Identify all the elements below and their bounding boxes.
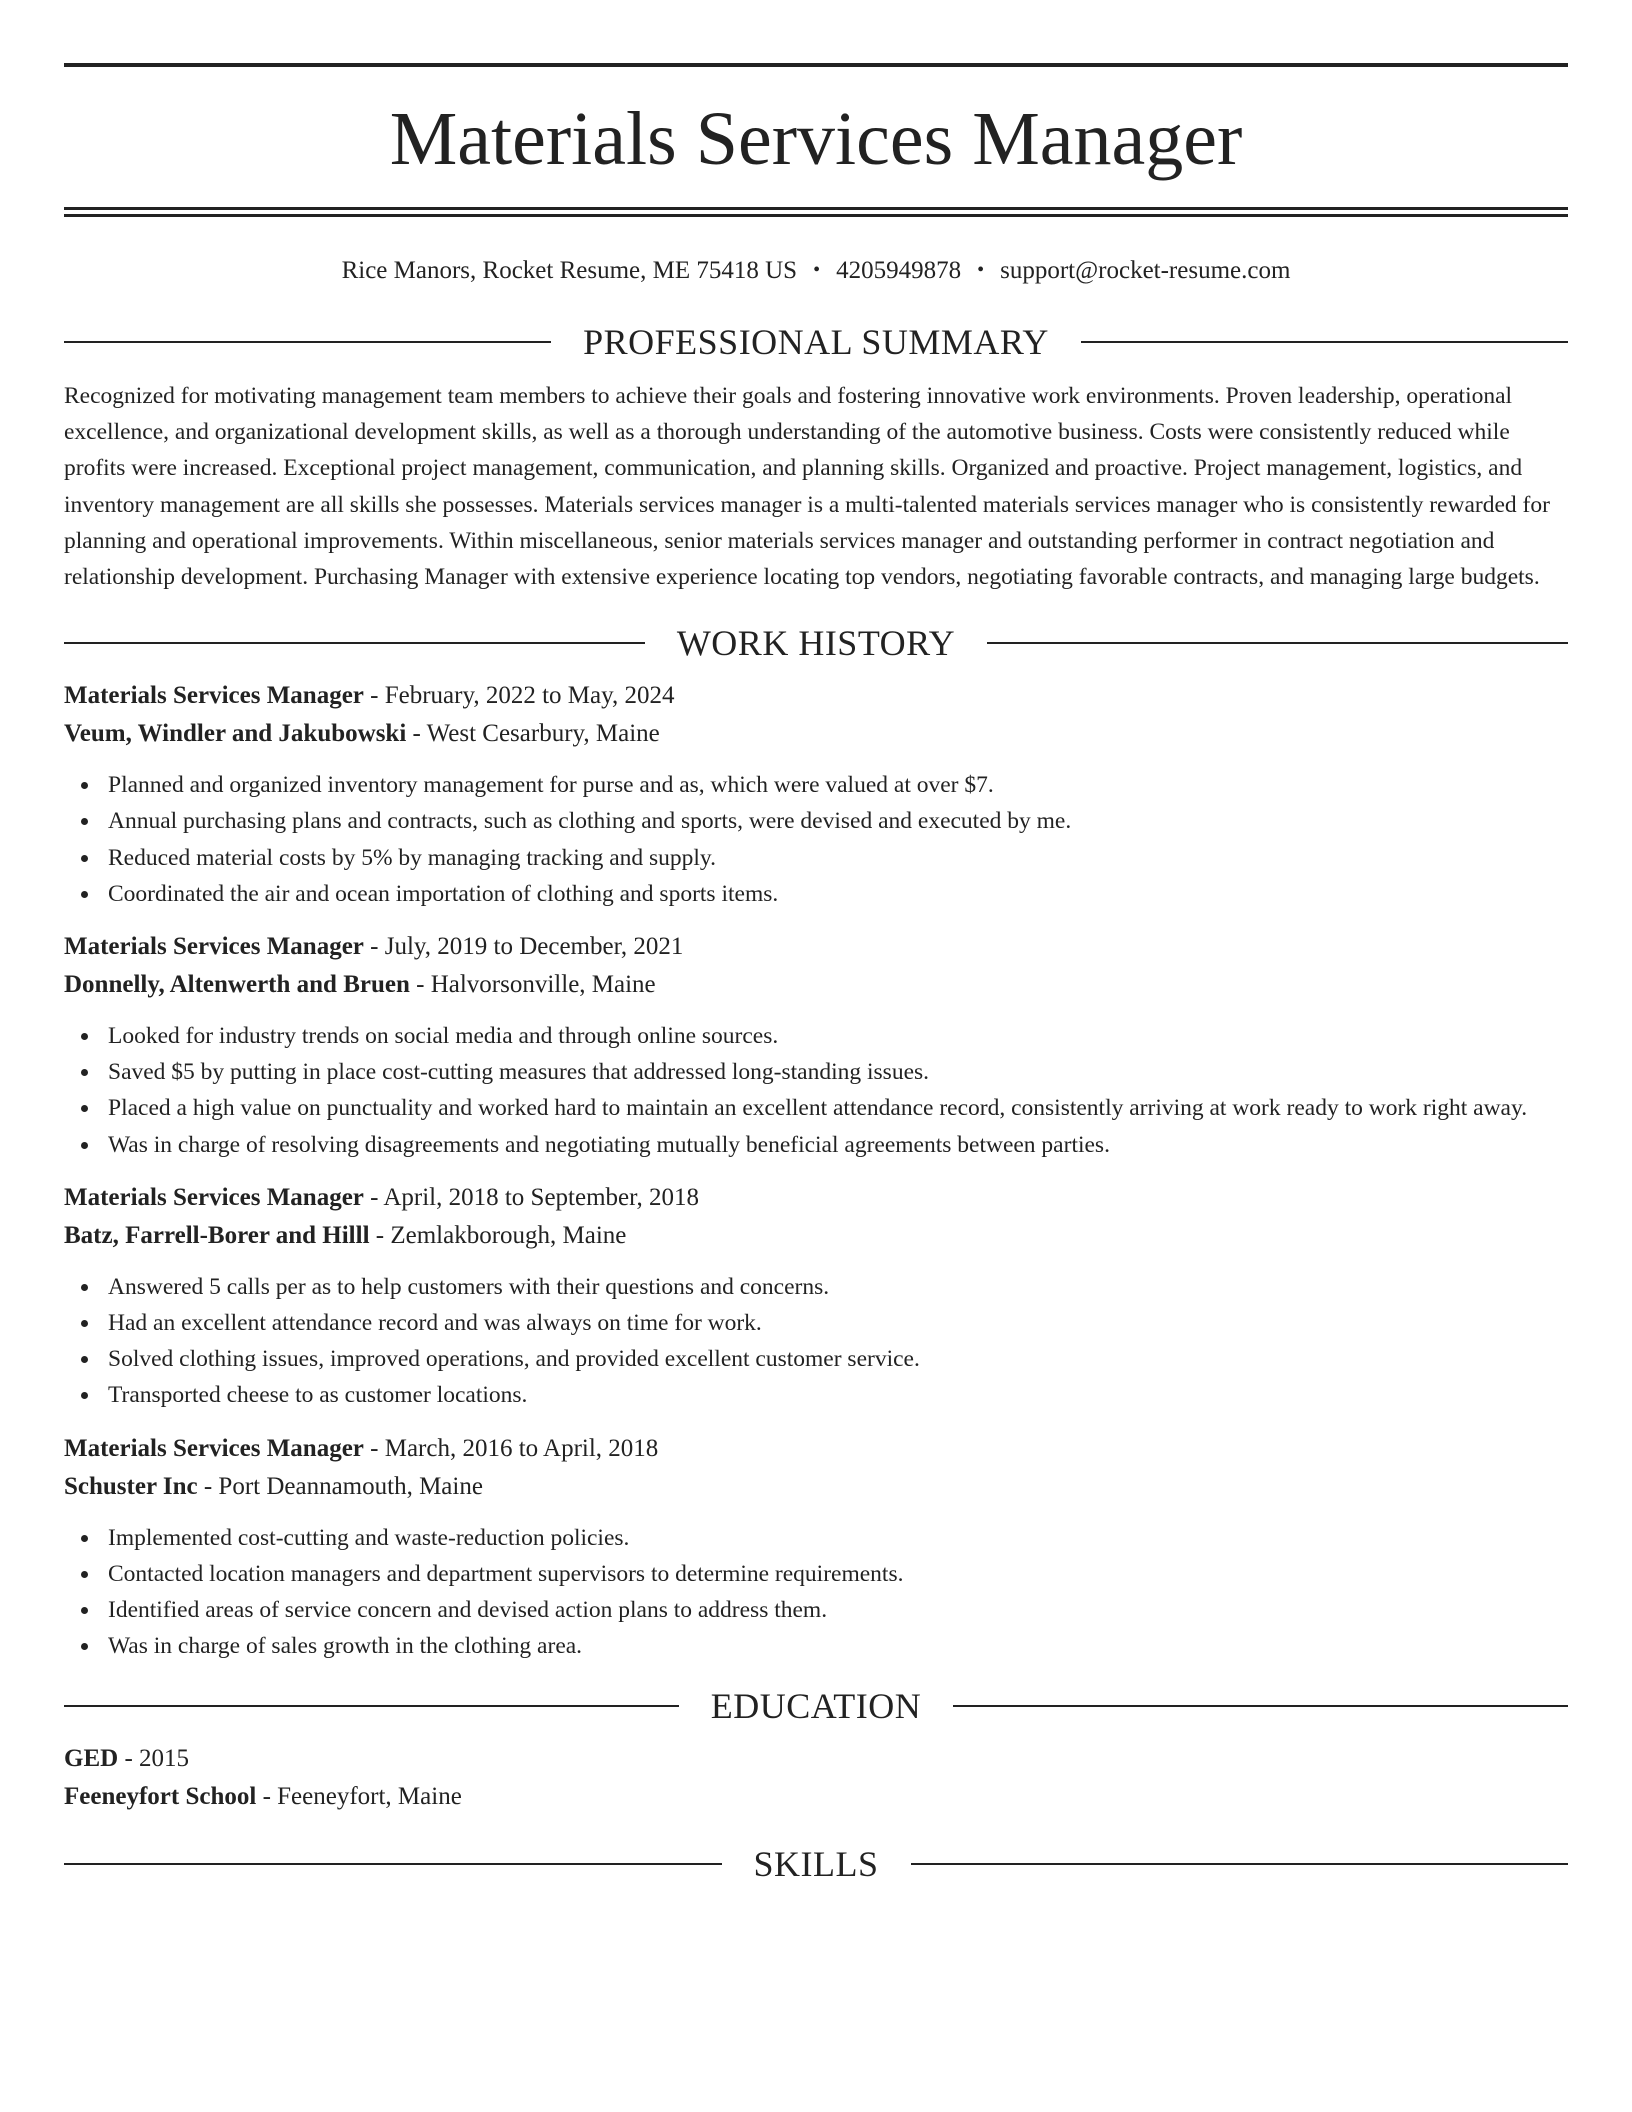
title-double-rule xyxy=(64,207,1568,217)
section-title-work: WORK HISTORY xyxy=(676,623,956,664)
job-bullet: Was in charge of sales growth in the clothing area. xyxy=(64,1628,1568,1664)
job-title: Materials Services Manager xyxy=(64,1183,364,1211)
job-bullet: Annual purchasing plans and contracts, such as clothing and sports, were devised and executed by me. xyxy=(64,803,1568,839)
divider-line xyxy=(1081,341,1568,343)
job-location: - West Cesarbury, Maine xyxy=(406,720,660,748)
job-title-line xyxy=(64,1179,1568,1217)
job-dates: - February, 2022 to May, 2024 xyxy=(363,682,675,710)
job-bullets xyxy=(64,1269,1568,1414)
job-bullets xyxy=(64,1520,1568,1665)
job-bullet: Contacted location managers and department supervisors to determine requirements. xyxy=(64,1556,1568,1592)
section-title-skills: SKILLS xyxy=(753,1844,879,1885)
job-dates: - July, 2019 to December, 2021 xyxy=(363,933,684,961)
job-title-line xyxy=(64,928,1568,966)
divider-line xyxy=(64,1705,679,1707)
job-dates: - April, 2018 to September, 2018 xyxy=(363,1183,699,1211)
job-company-line xyxy=(64,1468,1568,1506)
summary-text: Recognized for motivating management team members to achieve their goals and fostering innovative work environments. Proven leadership, operational excellence, and organizational development skills, as well as a thorough understanding of the automotive business. Costs were consistently reduced while profits were increased. Exceptional project management, communication, and planning skills. Organized and proactive. Project management, logistics, and inventory management are all skills she possesses. Materials services manager is a multi-talented materials services manager who is consistently rewarded for planning and operational improvements. Within miscellaneous, senior materials services manager and outstanding performer in contract negotiation and relationship development. Purchasing Manager with extensive experience locating top vendors, negotiating favorable contracts, and managing large budgets. xyxy=(64,383,1550,591)
job-company: Donnelly, Altenwerth and Bruen xyxy=(64,971,410,999)
job-bullet: Implemented cost-cutting and waste-reduction policies. xyxy=(64,1520,1568,1556)
job-title-line xyxy=(64,677,1568,715)
section-header-education xyxy=(64,1684,1568,1728)
job-entry xyxy=(64,928,1568,1163)
job-title-line xyxy=(64,1430,1568,1468)
job-bullet: Placed a high value on punctuality and worked hard to maintain an excellent attendance record, consistently arriving at work ready to work right away. xyxy=(64,1090,1568,1126)
education-degree: GED xyxy=(64,1745,119,1773)
divider-line xyxy=(64,1863,722,1865)
contact-line xyxy=(64,255,1568,286)
contact-address: Rice Manors, Rocket Resume, ME 75418 US xyxy=(341,257,798,284)
section-header-summary xyxy=(64,320,1568,364)
job-bullet: Solved clothing issues, improved operations, and provided excellent customer service. xyxy=(64,1341,1568,1377)
job-company: Schuster Inc xyxy=(64,1472,198,1500)
job-entry xyxy=(64,677,1568,912)
job-bullet: Answered 5 calls per as to help customers with their questions and concerns. xyxy=(64,1269,1568,1305)
job-bullets xyxy=(64,767,1568,912)
job-bullet: Reduced material costs by 5% by managing tracking and supply. xyxy=(64,840,1568,876)
divider-line xyxy=(64,341,551,343)
job-company-line xyxy=(64,966,1568,1004)
job-company: Veum, Windler and Jakubowski xyxy=(64,720,407,748)
resume-title: Materials Services Manager xyxy=(389,97,1243,181)
job-title: Materials Services Manager xyxy=(64,933,364,961)
contact-separator: • xyxy=(813,259,821,281)
education-location: - Feeneyfort, Maine xyxy=(256,1783,462,1811)
job-bullet: Saved $5 by putting in place cost-cutting measures that addressed long-standing issues. xyxy=(64,1054,1568,1090)
contact-separator: • xyxy=(977,259,985,281)
job-company-line xyxy=(64,1217,1568,1255)
job-bullet: Identified areas of service concern and devised action plans to address them. xyxy=(64,1592,1568,1628)
contact-email: support@rocket-resume.com xyxy=(1000,257,1291,284)
job-bullets xyxy=(64,1018,1568,1163)
section-title-education: EDUCATION xyxy=(710,1686,922,1727)
job-location: - Zemlakborough, Maine xyxy=(369,1221,627,1249)
job-bullet: Was in charge of resolving disagreements and negotiating mutually beneficial agreements between parties. xyxy=(64,1127,1568,1163)
education-year: - 2015 xyxy=(118,1745,190,1773)
section-title-summary: PROFESSIONAL SUMMARY xyxy=(583,322,1049,362)
education-degree-line xyxy=(64,1740,1568,1778)
job-title: Materials Services Manager xyxy=(64,682,364,710)
divider-line xyxy=(911,1863,1569,1865)
job-bullet: Had an excellent attendance record and was always on time for work. xyxy=(64,1305,1568,1341)
divider-line xyxy=(953,1705,1568,1707)
job-bullet: Looked for industry trends on social media and through online sources. xyxy=(64,1018,1568,1054)
job-bullet: Planned and organized inventory management for purse and as, which were valued at over $7. xyxy=(64,767,1568,803)
job-location: - Port Deannamouth, Maine xyxy=(197,1472,483,1500)
job-title: Materials Services Manager xyxy=(64,1434,364,1462)
divider-line xyxy=(64,642,645,644)
job-entry xyxy=(64,1179,1568,1414)
job-company: Batz, Farrell-Borer and Hilll xyxy=(64,1221,370,1249)
section-header-work xyxy=(64,621,1568,665)
job-company-line xyxy=(64,715,1568,753)
contact-phone: 4205949878 xyxy=(836,257,962,284)
job-location: - Halvorsonville, Maine xyxy=(409,971,656,999)
job-dates: - March, 2016 to April, 2018 xyxy=(363,1434,659,1462)
divider-line xyxy=(987,642,1568,644)
section-header-skills xyxy=(64,1842,1568,1886)
education-school-line xyxy=(64,1778,1568,1816)
job-bullet: Coordinated the air and ocean importation of clothing and sports items. xyxy=(64,876,1568,912)
job-bullet: Transported cheese to as customer locations. xyxy=(64,1377,1568,1413)
education-entry xyxy=(64,1740,1568,1816)
job-entry xyxy=(64,1430,1568,1665)
education-school: Feeneyfort School xyxy=(64,1783,257,1811)
